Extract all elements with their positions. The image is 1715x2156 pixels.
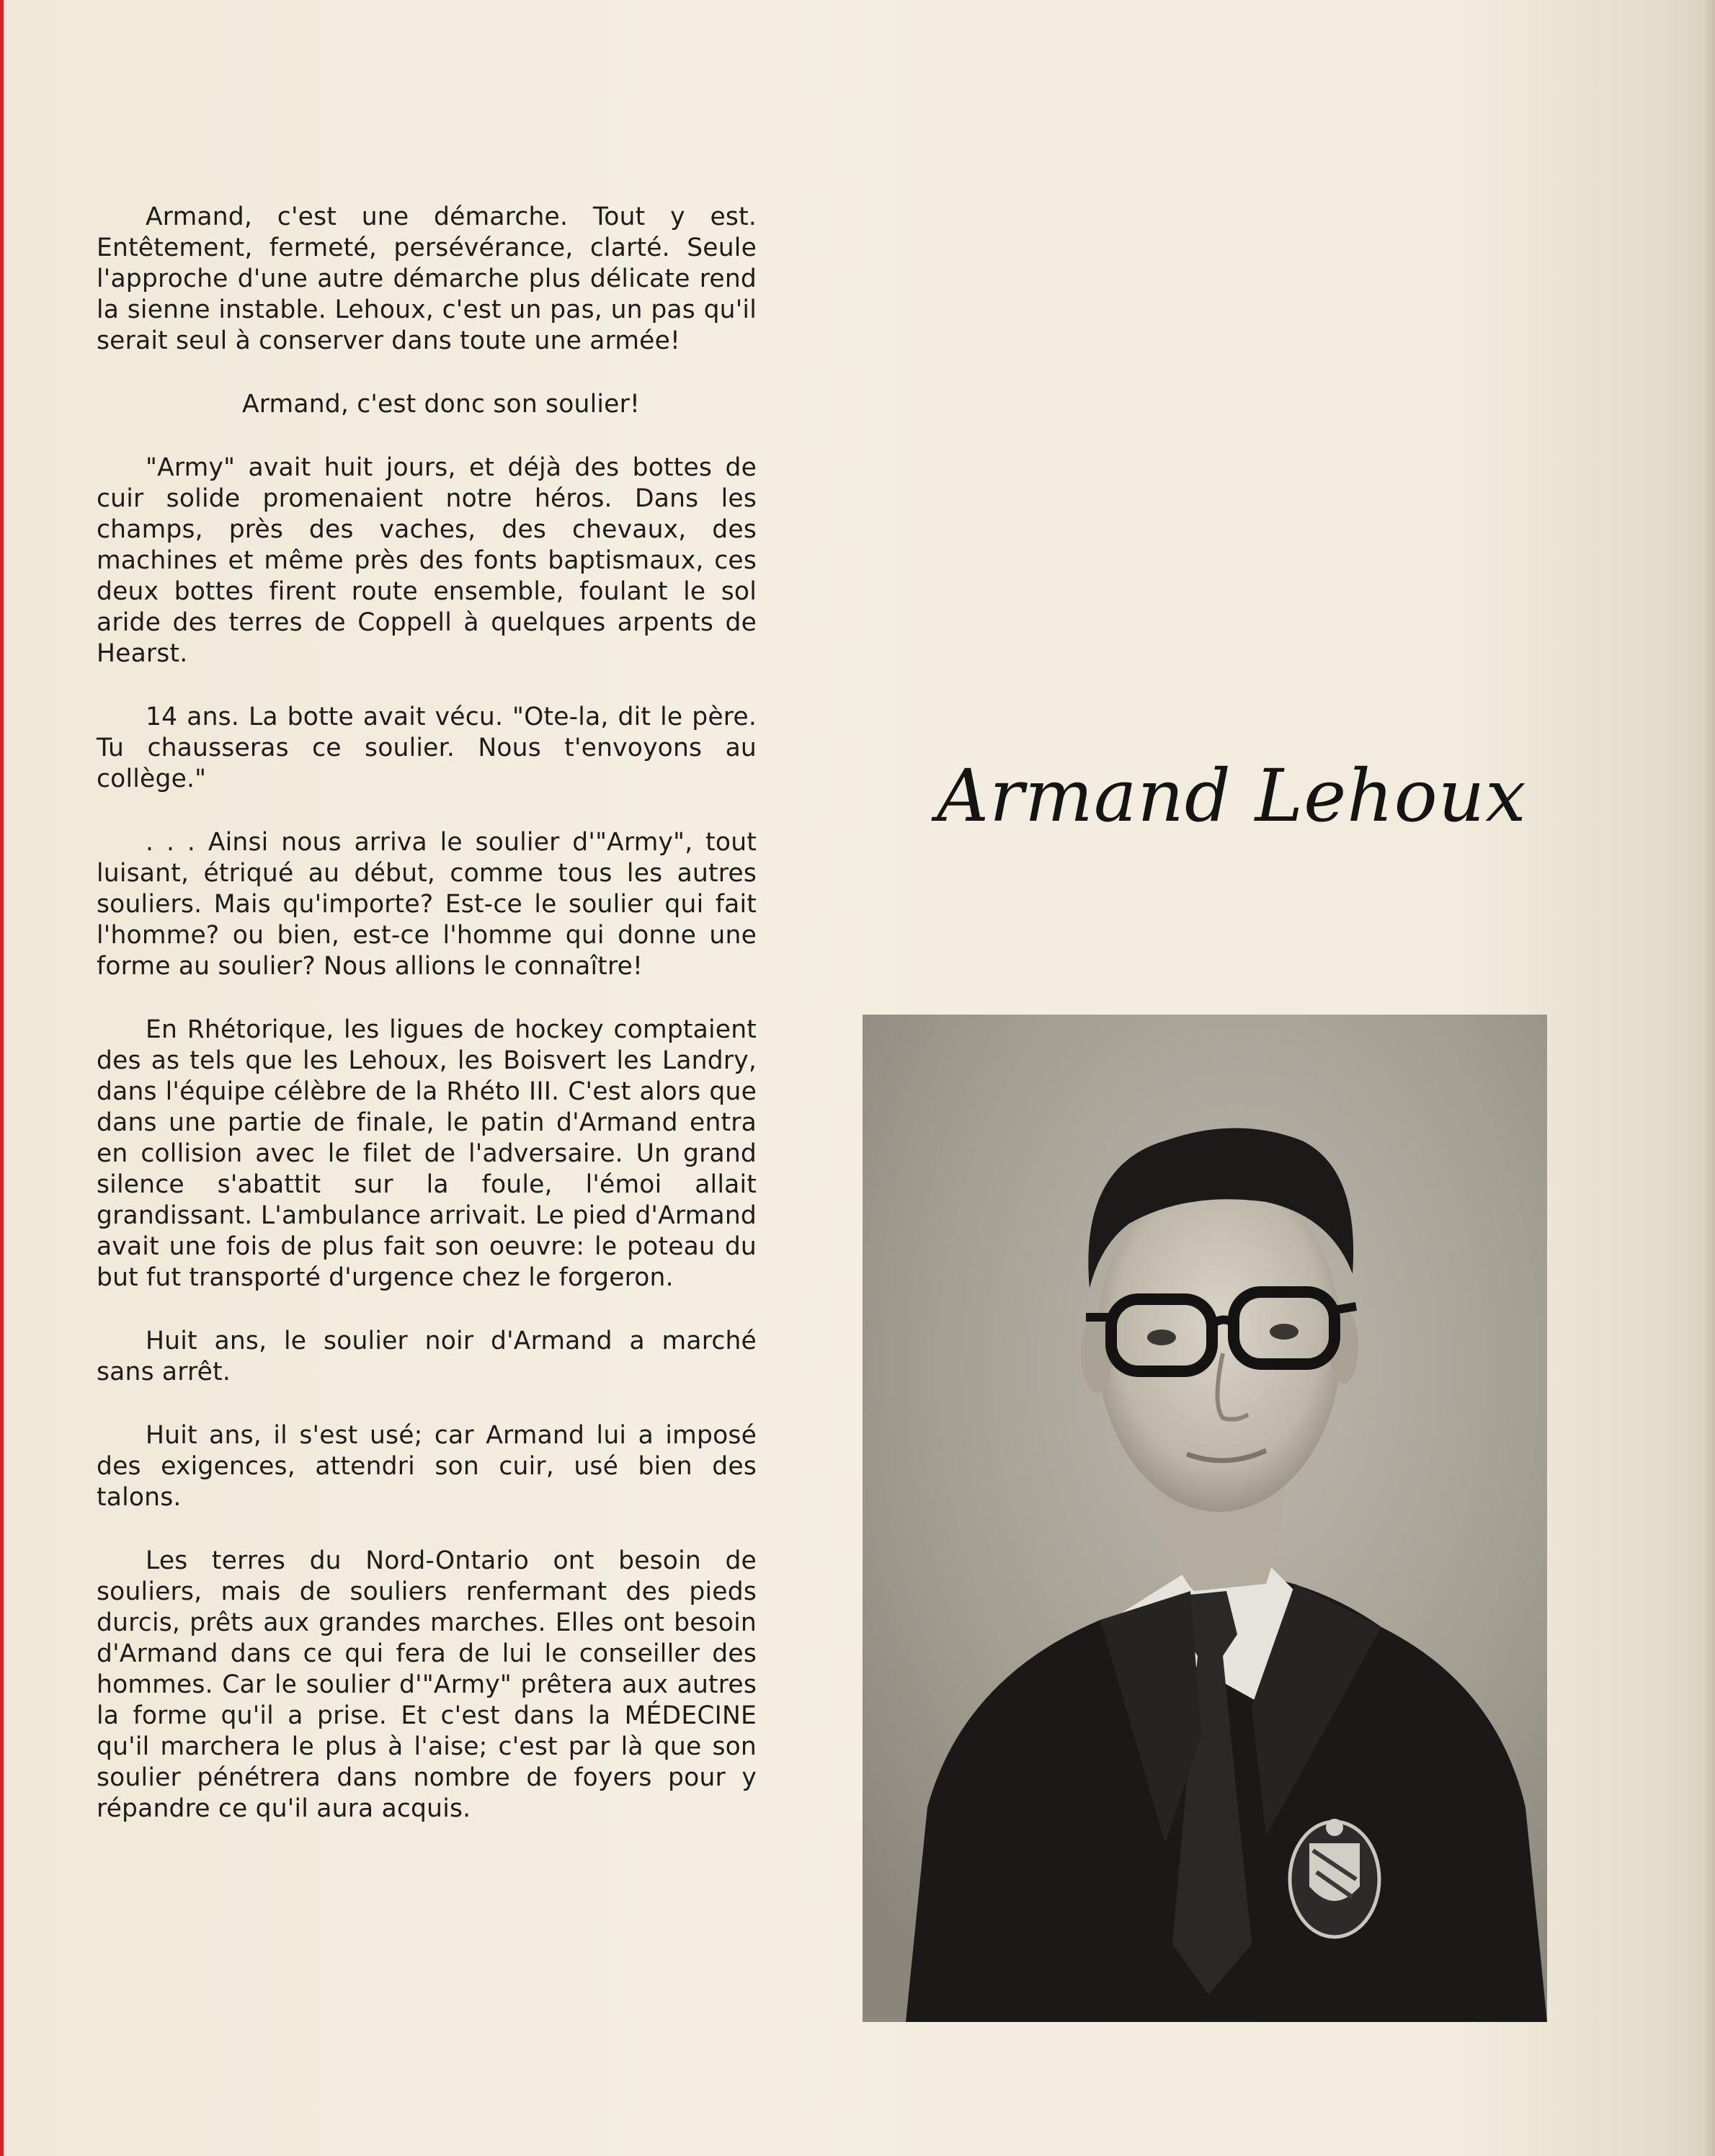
portrait-illustration xyxy=(863,1015,1547,2022)
paragraph: En Rhétorique, les ligues de hockey comptaient des as tels que les Lehoux, les Boisvert les Landry, dans l'équipe célèbre de la Rhéto III. C'est alors que dans une partie de finale, le patin d'Armand entra en collision avec le filet de l'adversaire. Un grand silence s'abattit sur la foule, l'émoi allait grandissant. L'ambulance arrivait. Le pied d'Armand avait une fois de plus fait son oeuvre: le poteau du but fut transporté d'urgence chez le forgeron. xyxy=(97,1015,757,1292)
page-edge-right xyxy=(1705,0,1715,2156)
crest-emblem xyxy=(1290,1819,1379,1937)
paragraph: 14 ans. La botte avait vécu. "Ote-la, dit le père. Tu chausseras ce soulier. Nous t'envoyons au collège." xyxy=(97,703,757,793)
paragraph: . . . Ainsi nous arriva le soulier d'"Army", tout luisant, étriqué au début, comme tous les autres souliers. Mais qu'importe? Est-ce le soulier qui fait l'homme? ou bien, est-ce l'homme qui donne une forme au soulier? Nous allions le connaître! xyxy=(97,828,757,981)
paragraph: Armand, c'est donc son soulier! xyxy=(241,390,641,419)
portrait-photo xyxy=(863,1015,1547,2022)
biography-text xyxy=(97,202,757,1974)
paragraph: "Army" avait huit jours, et déjà des bottes de cuir solide promenaient notre héros. Dans les champs, près des vaches, des chevaux, des machines et même près des fonts baptismaux, ces deux bottes firent route ensemble, foulant le sol aride des terres de Coppell à quelques arpents de Hearst. xyxy=(97,453,757,668)
page-edge-red xyxy=(0,0,4,2156)
paragraph: Huit ans, le soulier noir d'Armand a marché sans arrêt. xyxy=(97,1327,757,1386)
paragraph: Huit ans, il s'est usé; car Armand lui a imposé des exigences, attendri son cuir, usé bien des talons. xyxy=(97,1421,757,1512)
paragraph: Les terres du Nord-Ontario ont besoin de souliers, mais de souliers renfermant des pieds durcis, prêts aux grandes marches. Elles ont besoin d'Armand dans ce qui fera de lui le conseiller des hommes. Car le soulier d'"Army" prêtera aux autres la forme qu'il a prise. Et c'est dans la MÉDECINE qu'il marchera le plus à l'aise; c'est par là que son soulier pénétrera dans nombre de foyers pour y répandre ce qu'il aura acquis. xyxy=(97,1546,757,1823)
page-title: Armand Lehoux xyxy=(937,754,1527,838)
paragraph: Armand, c'est une démarche. Tout y est. Entêtement, fermeté, persévérance, clarté. Seule l'approche d'une autre démarche plus délicate rend la sienne instable. Lehoux, c'est un pas, un pas qu'il serait seul à conserver dans toute une armée! xyxy=(97,202,757,355)
